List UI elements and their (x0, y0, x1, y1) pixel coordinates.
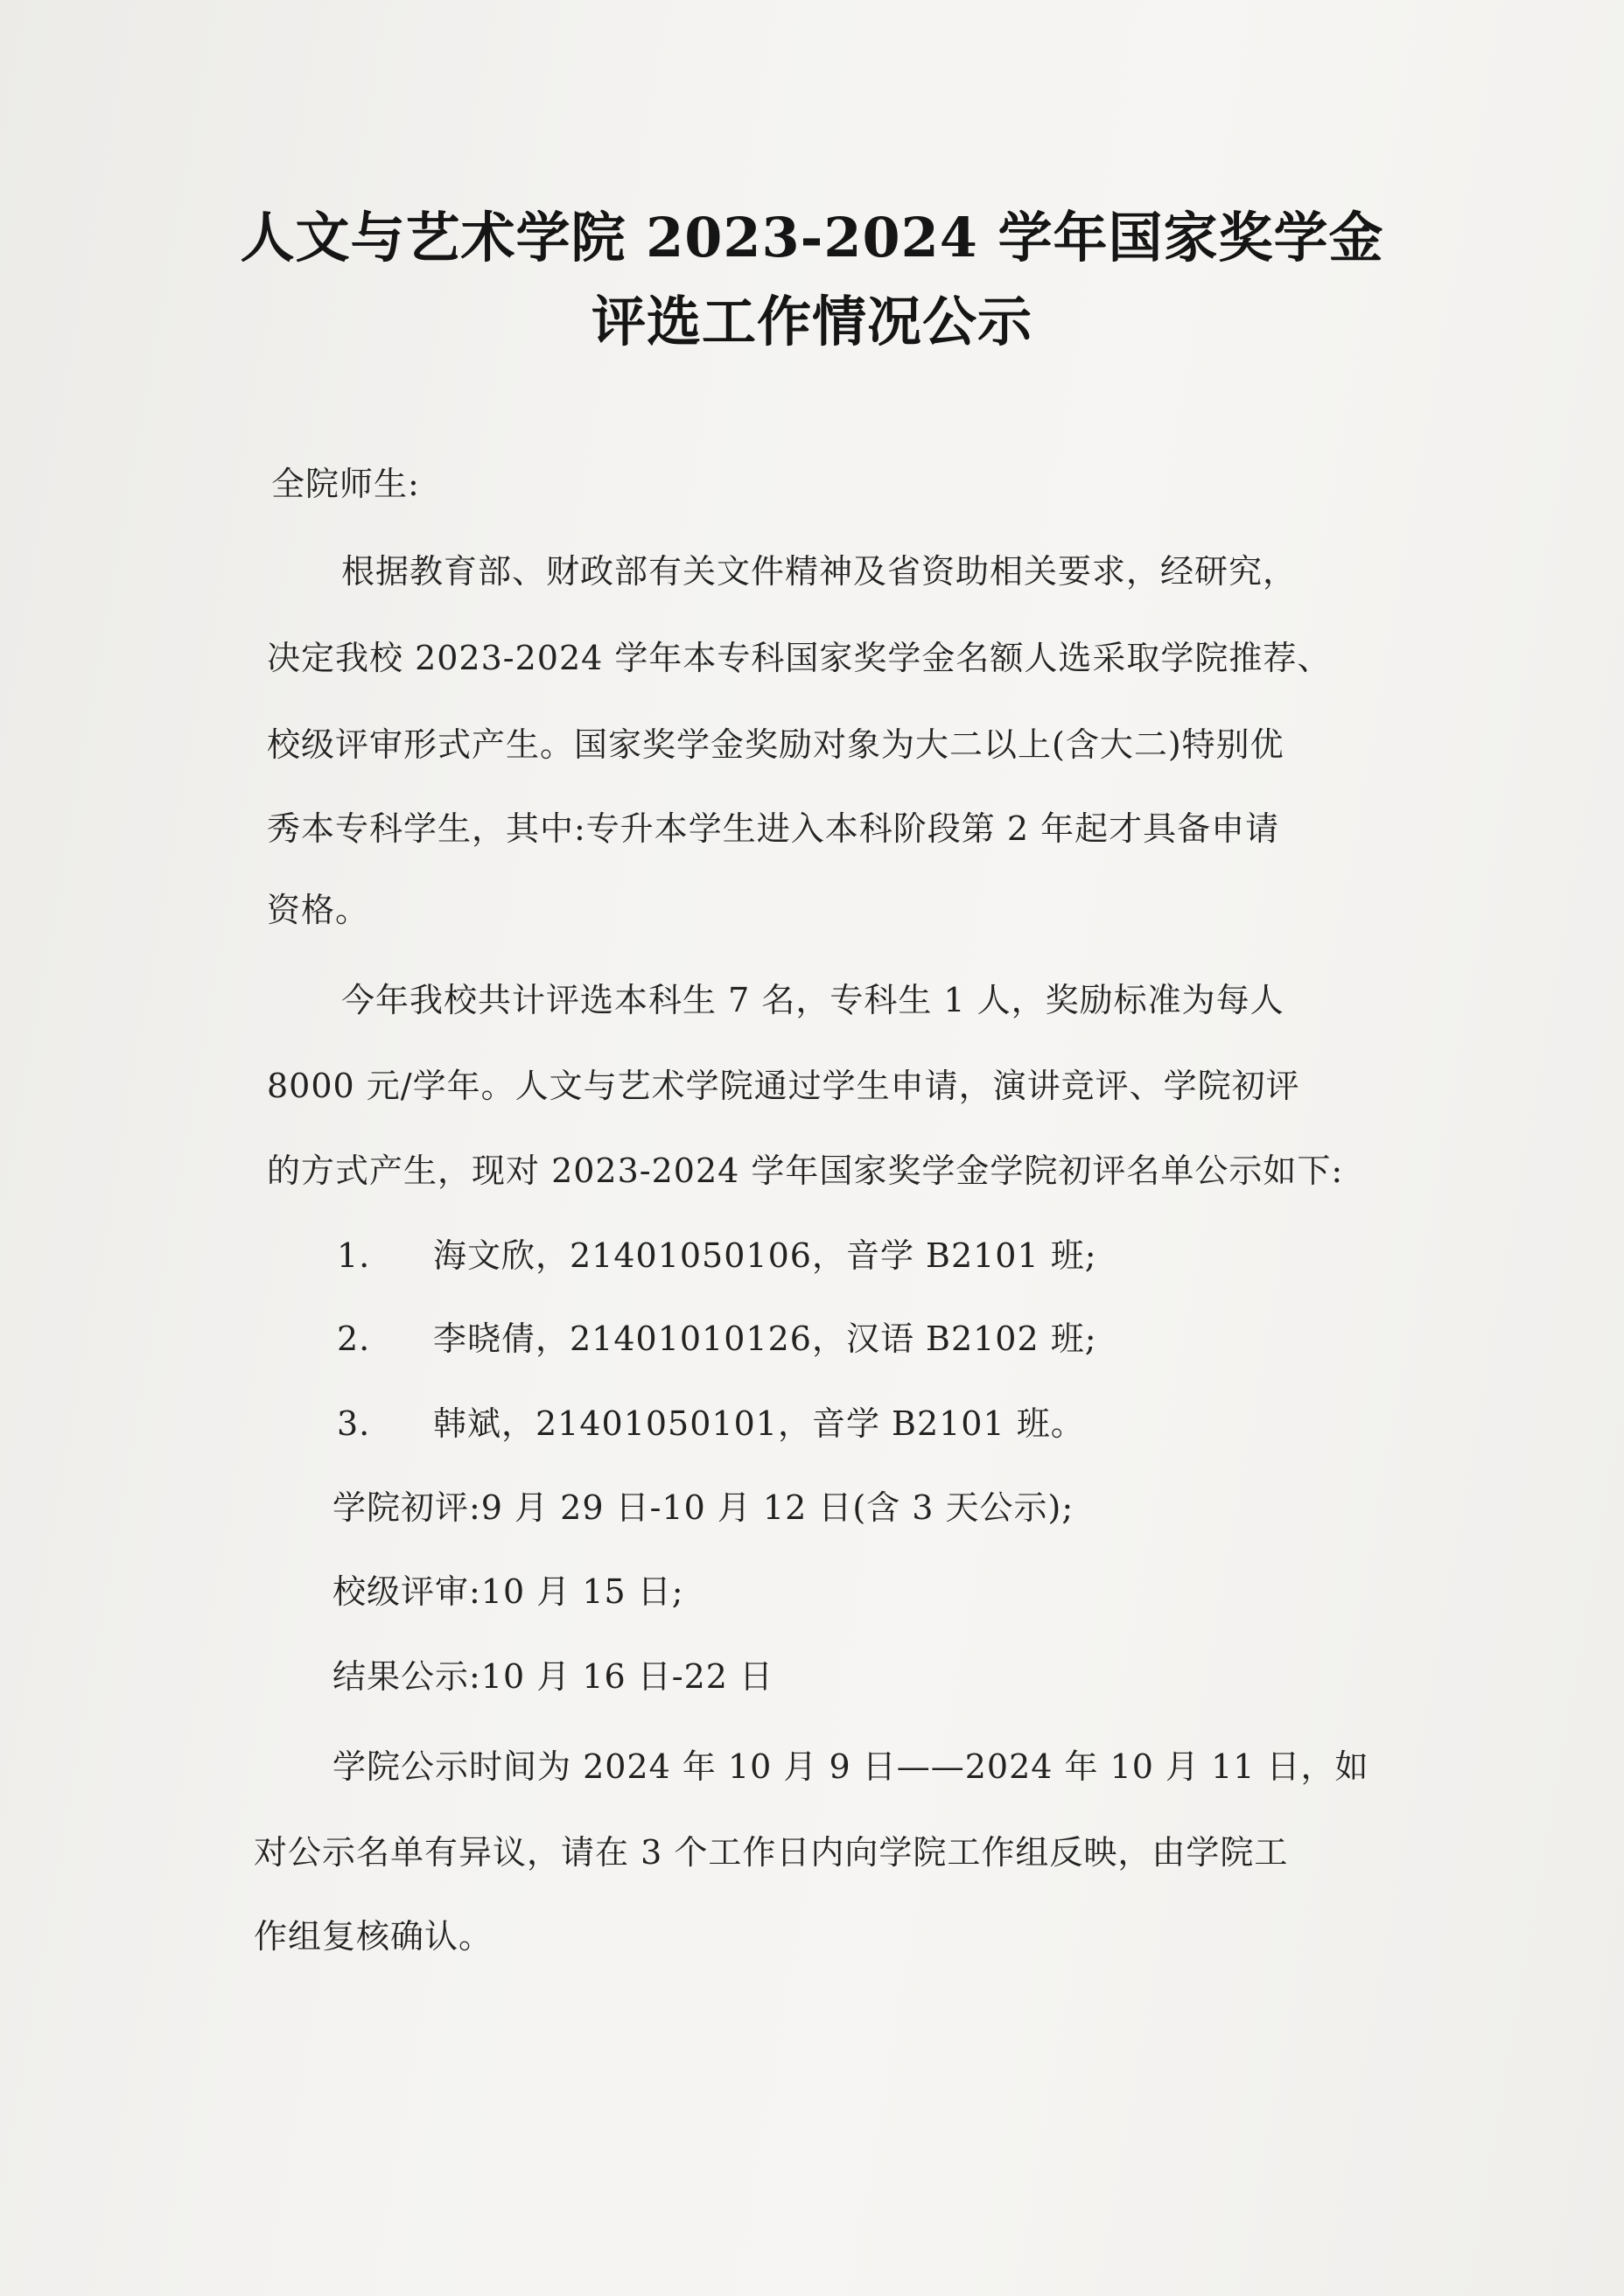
para3-line3: 作组复核确认。 (254, 1917, 494, 1956)
para1-line5: 资格。 (267, 891, 370, 929)
para2-line3: 的方式产生，现对 2023-2024 学年国家奖学金学院初评名单公示如下: (267, 1152, 1344, 1190)
list-item (337, 1317, 1097, 1361)
list-item-text: 李晓倩，21401010126，汉语 B2102 班; (433, 1320, 1097, 1358)
list-item-number: 1. (337, 1236, 371, 1275)
para3-line2: 对公示名单有异议，请在 3 个工作日内向学院工作组反映，由学院工 (254, 1833, 1289, 1872)
salutation: 全院师生: (271, 465, 420, 503)
para1-line1: 根据教育部、财政部有关文件精神及省资助相关要求，经研究， (341, 552, 1298, 591)
para1-line3: 校级评审形式产生。国家奖学金奖励对象为大二以上(含大二)特别优 (267, 725, 1284, 764)
document-title-line1: 人文与艺术学院 2023-2024 学年国家奖学金 (240, 206, 1384, 270)
schedule-school-review: 校级评审:10 月 15 日; (332, 1572, 684, 1611)
para1-line4: 秀本专科学生，其中:专升本学生进入本科阶段第 2 年起才具备申请 (267, 809, 1280, 848)
list-item-number: 3. (337, 1404, 371, 1443)
schedule-college-review: 学院初评:9 月 29 日-10 月 12 日(含 3 天公示); (332, 1488, 1074, 1527)
para2-line1: 今年我校共计评选本科生 7 名，专科生 1 人，奖励标准为每人 (341, 981, 1284, 1019)
list-item-text: 海文欣，21401050106，音学 B2101 班; (433, 1236, 1097, 1275)
list-item (337, 1402, 1085, 1446)
para3-line1: 学院公示时间为 2024 年 10 月 9 日——2024 年 10 月 11 日，如 (332, 1747, 1369, 1786)
list-item-text: 韩斌，21401050101，音学 B2101 班。 (433, 1404, 1085, 1443)
para1-line2: 决定我校 2023-2024 学年本专科国家奖学金名额人选采取学院推荐、 (267, 639, 1332, 677)
list-item-number: 2. (337, 1320, 371, 1358)
document-title-line2: 评选工作情况公示 (591, 290, 1032, 354)
list-item (337, 1234, 1097, 1278)
para2-line2: 8000 元/学年。人文与艺术学院通过学生申请，演讲竞评、学院初评 (267, 1067, 1300, 1105)
schedule-result-publicity: 结果公示:10 月 16 日-22 日 (332, 1657, 774, 1696)
